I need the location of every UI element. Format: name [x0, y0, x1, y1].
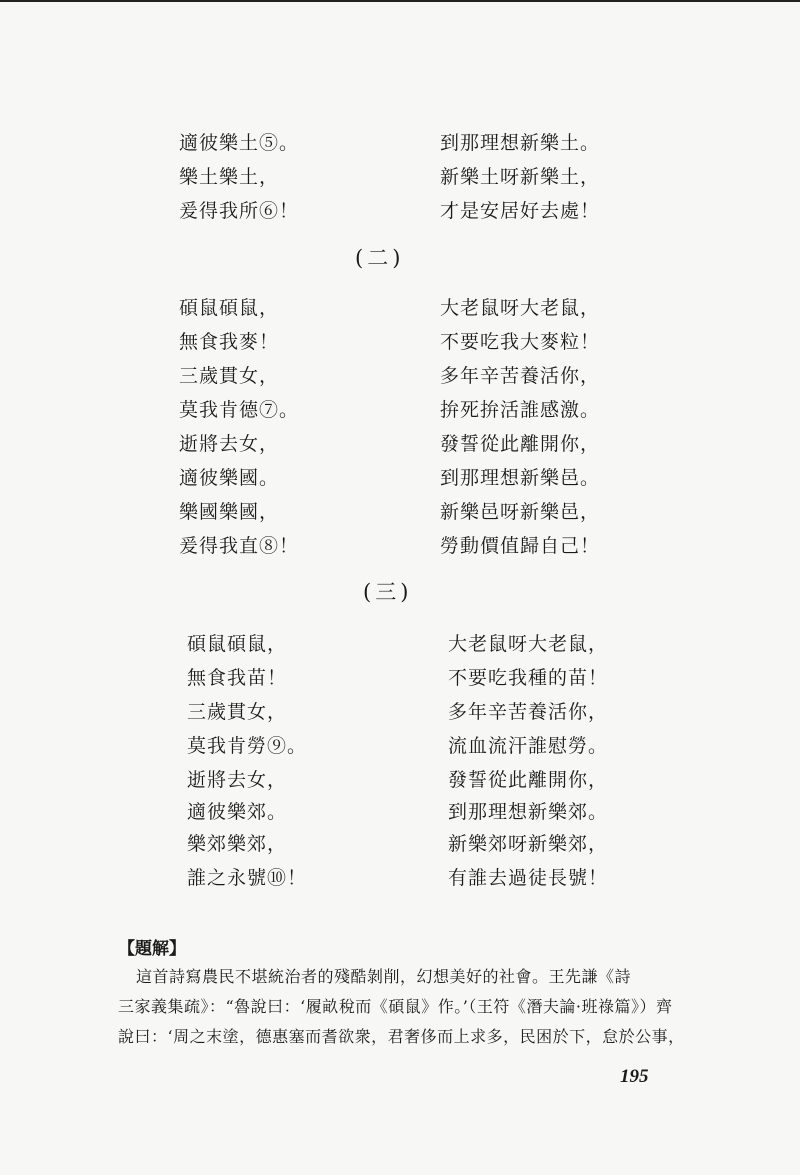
stanza3-translation-line-1: 大老鼠呀大老鼠， [448, 633, 609, 655]
stanza2-translation-line-6: 到那理想新樂邑。 [440, 467, 601, 489]
stanza3-translation-line-4: 流血流汗誰慰勞。 [448, 735, 609, 757]
stanza2-original-line-2: 無食我麥！ [179, 331, 280, 353]
stanza3-original-line-8: 誰之永號⑩！ [187, 867, 308, 889]
commentary-line-2: 三家義集疏》：“魯說曰：‘履畝稅而《碩鼠》作。’（王符《潛夫論·班祿篇》）齊 [118, 997, 673, 1016]
stanza3-translation-line-7: 新樂郊呀新樂郊， [448, 833, 609, 855]
stanza2-original-line-5: 逝將去女， [179, 433, 280, 455]
stanza1-translation-line-3: 才是安居好去處！ [440, 200, 601, 222]
stanza2-original-line-7: 樂國樂國， [179, 501, 280, 523]
stanza2-translation-line-5: 發誓從此離開你， [440, 433, 601, 455]
stanza2-translation-line-1: 大老鼠呀大老鼠， [440, 297, 601, 319]
stanza2-translation-line-7: 新樂邑呀新樂邑， [440, 501, 601, 523]
stanza3-translation-line-3: 多年辛苦養活你， [448, 701, 609, 723]
stanza3-number: (三) [363, 580, 413, 604]
stanza2-translation-line-4: 拚死拚活誰感激。 [440, 399, 601, 421]
stanza2-translation-line-3: 多年辛苦養活你， [440, 365, 601, 387]
stanza2-original-line-8: 爰得我直⑧！ [179, 535, 300, 557]
stanza3-original-line-2: 無食我苗！ [187, 667, 288, 689]
stanza2-original-line-4: 莫我肯德⑦。 [179, 399, 300, 421]
stanza3-translation-line-5: 發誓從此離開你， [448, 769, 609, 791]
stanza2-original-line-6: 適彼樂國。 [179, 467, 280, 489]
stanza2-translation-line-2: 不要吃我大麥粒！ [440, 331, 601, 353]
stanza1-original-line-1: 適彼樂土⑤。 [179, 132, 300, 154]
stanza3-original-line-4: 莫我肯勞⑨。 [187, 735, 308, 757]
stanza2-number: (二) [355, 246, 405, 270]
stanza3-original-line-1: 碩鼠碩鼠， [187, 633, 288, 655]
stanza3-translation-line-6: 到那理想新樂郊。 [448, 801, 609, 823]
stanza2-original-line-3: 三歲貫女， [179, 365, 280, 387]
page-number: 195 [620, 1066, 649, 1087]
stanza3-original-line-6: 適彼樂郊。 [187, 801, 288, 823]
stanza1-translation-line-2: 新樂土呀新樂土， [440, 166, 601, 188]
top-border-rule [0, 0, 800, 2]
stanza3-translation-line-8: 有誰去過徒長號！ [448, 867, 609, 889]
stanza3-translation-line-2: 不要吃我種的苗！ [448, 667, 609, 689]
stanza2-translation-line-8: 勞動價值歸自己！ [440, 535, 601, 557]
stanza3-original-line-3: 三歲貫女， [187, 701, 288, 723]
commentary-line-3: 說曰：‘周之末塗，德惠塞而耆欲衆，君奢侈而上求多，民困於下，怠於公事， [118, 1027, 685, 1046]
commentary-heading: 【題解】 [118, 939, 186, 959]
stanza2-original-line-1: 碩鼠碩鼠， [179, 297, 280, 319]
stanza1-translation-line-1: 到那理想新樂土。 [440, 132, 601, 154]
commentary-line-1: 這首詩寫農民不堪統治者的殘酷剝削，幻想美好的社會。王先謙《詩 [136, 967, 632, 986]
stanza1-original-line-2: 樂土樂土， [179, 166, 280, 188]
stanza3-original-line-5: 逝將去女， [187, 769, 288, 791]
stanza3-original-line-7: 樂郊樂郊， [187, 833, 288, 855]
stanza1-original-line-3: 爰得我所⑥！ [179, 200, 300, 222]
